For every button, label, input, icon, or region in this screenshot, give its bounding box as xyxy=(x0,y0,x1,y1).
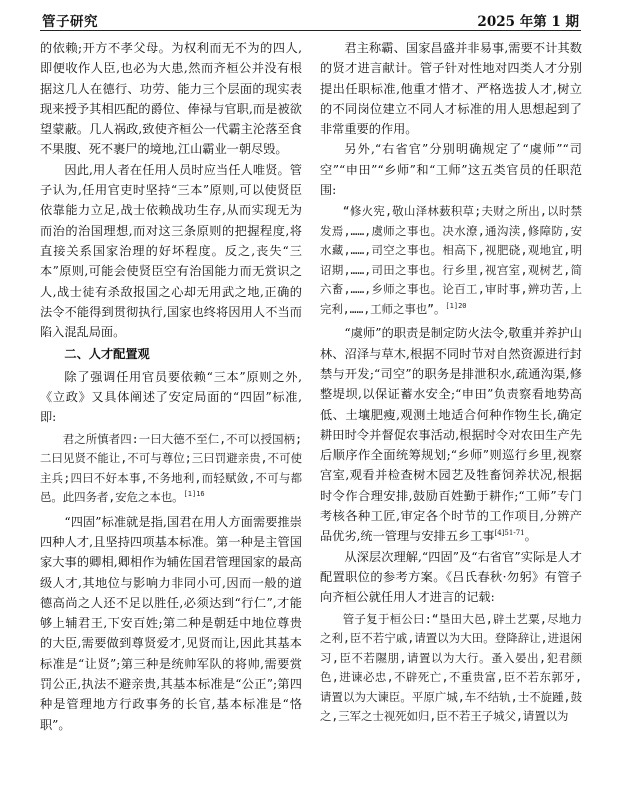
quote-text: “修火宪,敬山泽林薮积草;夫财之所出,以时禁发焉,……,虞师之事也。决水潦,通沟渎,修障防,安水藏,……,司空之事也。相高下,视肥硗,观地宜,明诏期,……,司田之事也。行乡里,视宫室,观树艺,简六畜,……,乡师之事也。论百工,审时事,辨功苦,上完利,……,工师之事也”。 xyxy=(320,204,582,316)
block-quote xyxy=(40,430,302,508)
citation-ref: [1]20 xyxy=(445,302,467,311)
header-rule xyxy=(40,30,581,31)
paragraph: 的依赖;开方不孝父母。为权利而无不为的四人,即便收作人臣,也必为大患,然而齐桓公并没有根据这几人在德行、功劳、能力三个层面的现实表现来授予其相匹配的爵位、俸禄与官职,而是被欲望蒙蔽。几人祸政,致使齐桓公一代霸主沦落至食不果腹、死不裹尸的境地,江山霸业一朝尽毁。 xyxy=(40,41,302,157)
paragraph: 从深层次理解,“四固”及“右省官”实际是人才配置职位的参考方案。《吕氏春秋·勿躬》有管子向齐桓公就任用人才进言的记载: xyxy=(320,549,582,605)
paragraph: 另外,“右省官”分别明确规定了“虞师”“司空”“申田”“乡师”和“工师”这五类官员的任职范围: xyxy=(320,142,582,198)
paragraph xyxy=(320,323,582,546)
paragraph: 因此,用人者在任用人员时应当任人唯贤。管子认为,任用官吏时坚持“三本”原则,可以使贤臣依靠能力立足,战士依赖战功生存,从而实现无为而治的治国理想,而对这三条原则的把握程度,将直接关系国家治理的好坏程度。反之,丧失“三本”原则,可能会使贤臣空有治国能力而无赏识之人,战士徒有杀敌报国之心却无用武之地,正确的法令不能得到贯彻执行,国家也终将因用人不当而陷入混乱局面。 xyxy=(40,162,302,340)
journal-name: 管子研究 xyxy=(42,14,98,30)
block-quote xyxy=(320,202,582,319)
running-header xyxy=(40,6,581,28)
left-column xyxy=(40,38,302,735)
section-heading: 二、人才配置观 xyxy=(64,347,150,362)
issue-label: 2025 年第 1 期 xyxy=(477,14,579,30)
citation-ref: [1]16 xyxy=(183,490,205,499)
quote-text: 君之所慎者四:一曰大德不至仁,不可以授国柄;二曰见贤不能让,不可与尊位;三曰罚避亲贵,不可使主兵;四曰不好本事,不务地利,而轻赋敛,不可与都邑。此四务者,安危之本也。 xyxy=(40,431,302,505)
right-column xyxy=(320,38,582,731)
paragraph-end: 。 xyxy=(524,529,537,544)
paragraph: “四固”标准就是指,国君在用人方面需要推崇四种人才,且坚持四项基本标准。第一种是主管国家大事的卿相,卿相作为辅佐国君管理国家的最高级人才,其地位与影响力非同小可,因而一般的道德高尚之人还不足以胜任,必须达到“行仁”,才能够上辅君王,下安百姓;第二种是朝廷中地位尊贵的大臣,需要做到尊贤爱才,见贤而让,因此其基本标准是“让贤”;第三种是统帅军队的将帅,需要赏罚公正,执法不避亲贵,其基本标准是“公正”;第四种是管理地方行政事务的长官,基本标准是“恪职”。 xyxy=(40,514,302,732)
citation-ref: [4]51-71 xyxy=(494,529,525,538)
paragraph: 君主称霸、国家昌盛并非易事,需要不计其数的贤才进言献计。管子针对性地对四类人才分别提出任职标准,他重才惜才、严格选拔人才,树立的不同岗位建立不同人才标准的用人思想起到了非常重要的作用。 xyxy=(320,41,582,137)
paragraph-text: “虞师”的职责是制定防火法令,敬重并养护山林、沼泽与草木,根据不同时节对自然资源进行封禁与开发;“司空”的职务是排泄积水,疏通沟渠,修整堤坝,以保证蓄水安全;“申田”负责察看地势高低、土壤肥瘦,观测土地适合何种作物生长,确定耕田时令并督促农事活动,根据时令对农田生产先后顺序作全面统筹规划;“乡师”则巡行乡里,视察宫室,观看并检查树木园艺及牲畜饲养状况,根据时令作合理安排,鼓励百姓勤于耕作;“工师”专门考核各种工匠,审定各个时节的工作项目,分辨产品优劣,统一管理与安排五乡工事 xyxy=(320,326,582,544)
block-quote: 管子复于桓公曰:“垦田大邑,辟土艺粟,尽地力之利,臣不若宁戚,请置以为大田。登降辞让,进退闲习,臣不若隰朋,请置以为大行。蚤入晏出,犯君颜色,进谏必忠,不辟死亡,不重贵富,臣不若东郭牙,请置以为大谏臣。平原广城,车不结轨,士不旋踵,鼓之,三军之士视死如归,臣不若王子城父,请置以为 xyxy=(320,611,582,724)
paragraph: 除了强调任用官员要依赖“三本”原则之外,《立政》又具体阐述了安定局面的“四固”标准,即: xyxy=(40,369,302,425)
